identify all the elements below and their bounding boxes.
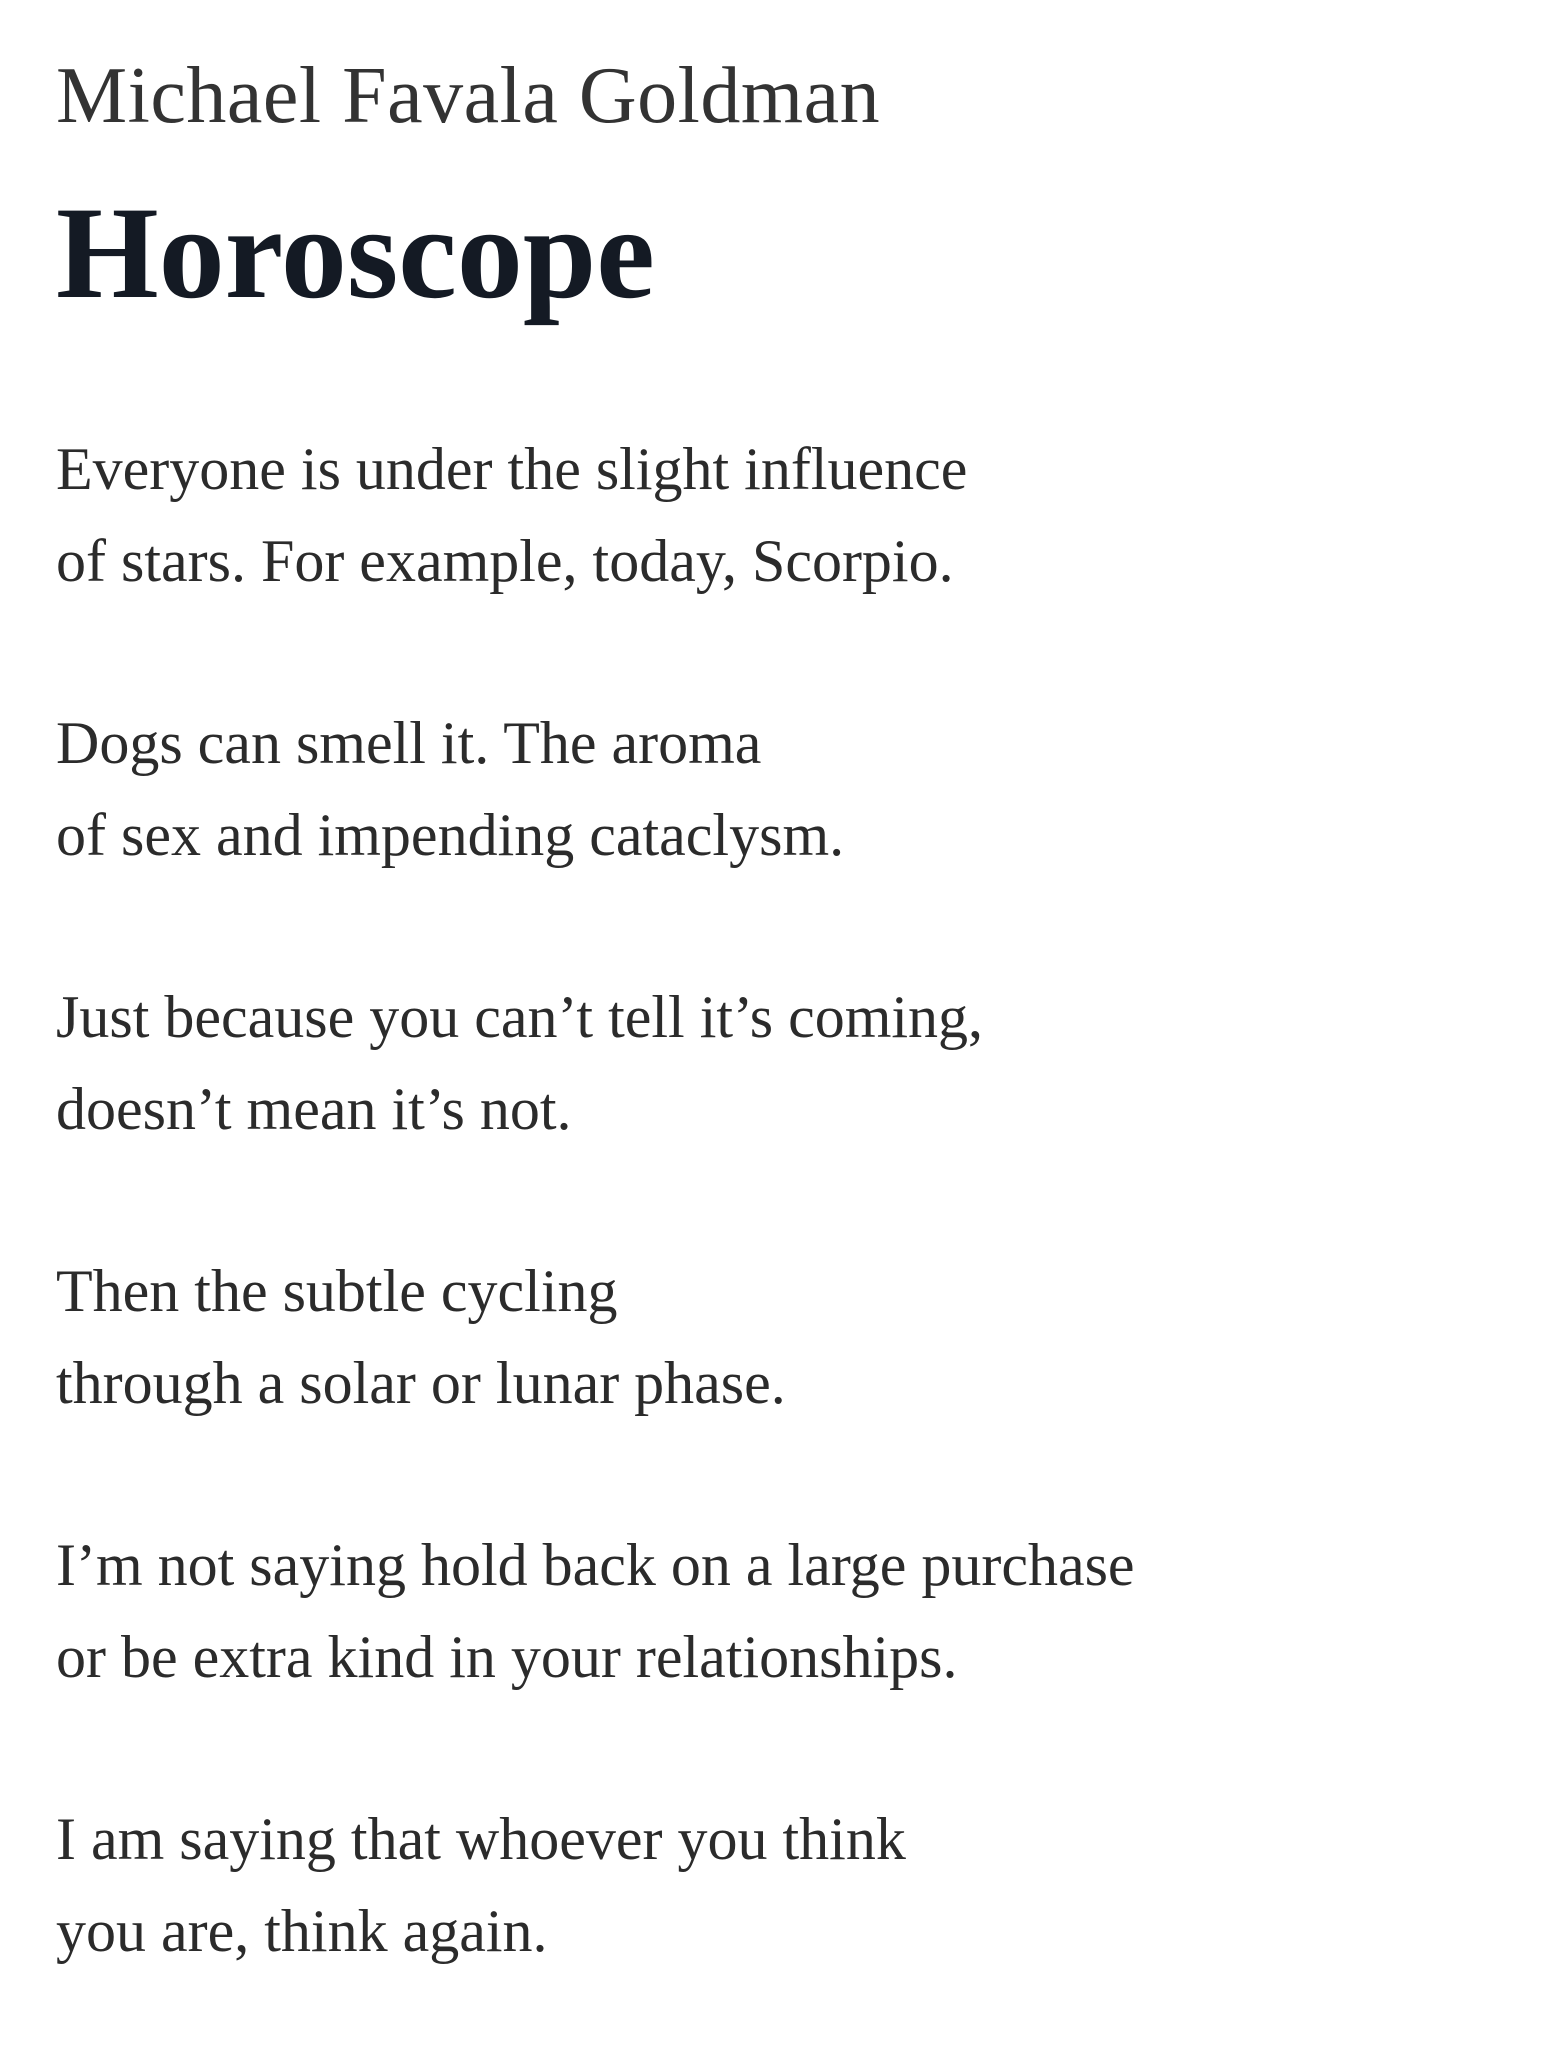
poem-line: doesn’t mean it’s not.: [56, 1076, 572, 1142]
poem-line: through a solar or lunar phase.: [56, 1350, 786, 1416]
stanza: [56, 1519, 1135, 1703]
stanza: [56, 1793, 1135, 1977]
poem-line: Everyone is under the slight influence: [56, 436, 968, 502]
stanza: [56, 423, 1135, 607]
poem-line: Dogs can smell it. The aroma: [56, 710, 762, 776]
poem-line: Then the subtle cycling: [56, 1258, 618, 1324]
stanza: [56, 971, 1135, 1155]
poem-line: Just because you can’t tell it’s coming,: [56, 984, 984, 1050]
poem-line: or be extra kind in your relationships.: [56, 1624, 958, 1690]
author-name: Michael Favala Goldman: [56, 52, 881, 140]
poem-line: you are, think again.: [56, 1898, 548, 1964]
stanza: [56, 1245, 1135, 1429]
poem-line: I am saying that whoever you think: [56, 1806, 906, 1872]
stanza: [56, 697, 1135, 881]
poem-line: I’m not saying hold back on a large purchase: [56, 1532, 1135, 1598]
poem-line: of stars. For example, today, Scorpio.: [56, 528, 954, 594]
poem-line: of sex and impending cataclysm.: [56, 802, 845, 868]
poem-title: Horoscope: [56, 179, 655, 326]
poem-body: [56, 423, 1135, 2067]
